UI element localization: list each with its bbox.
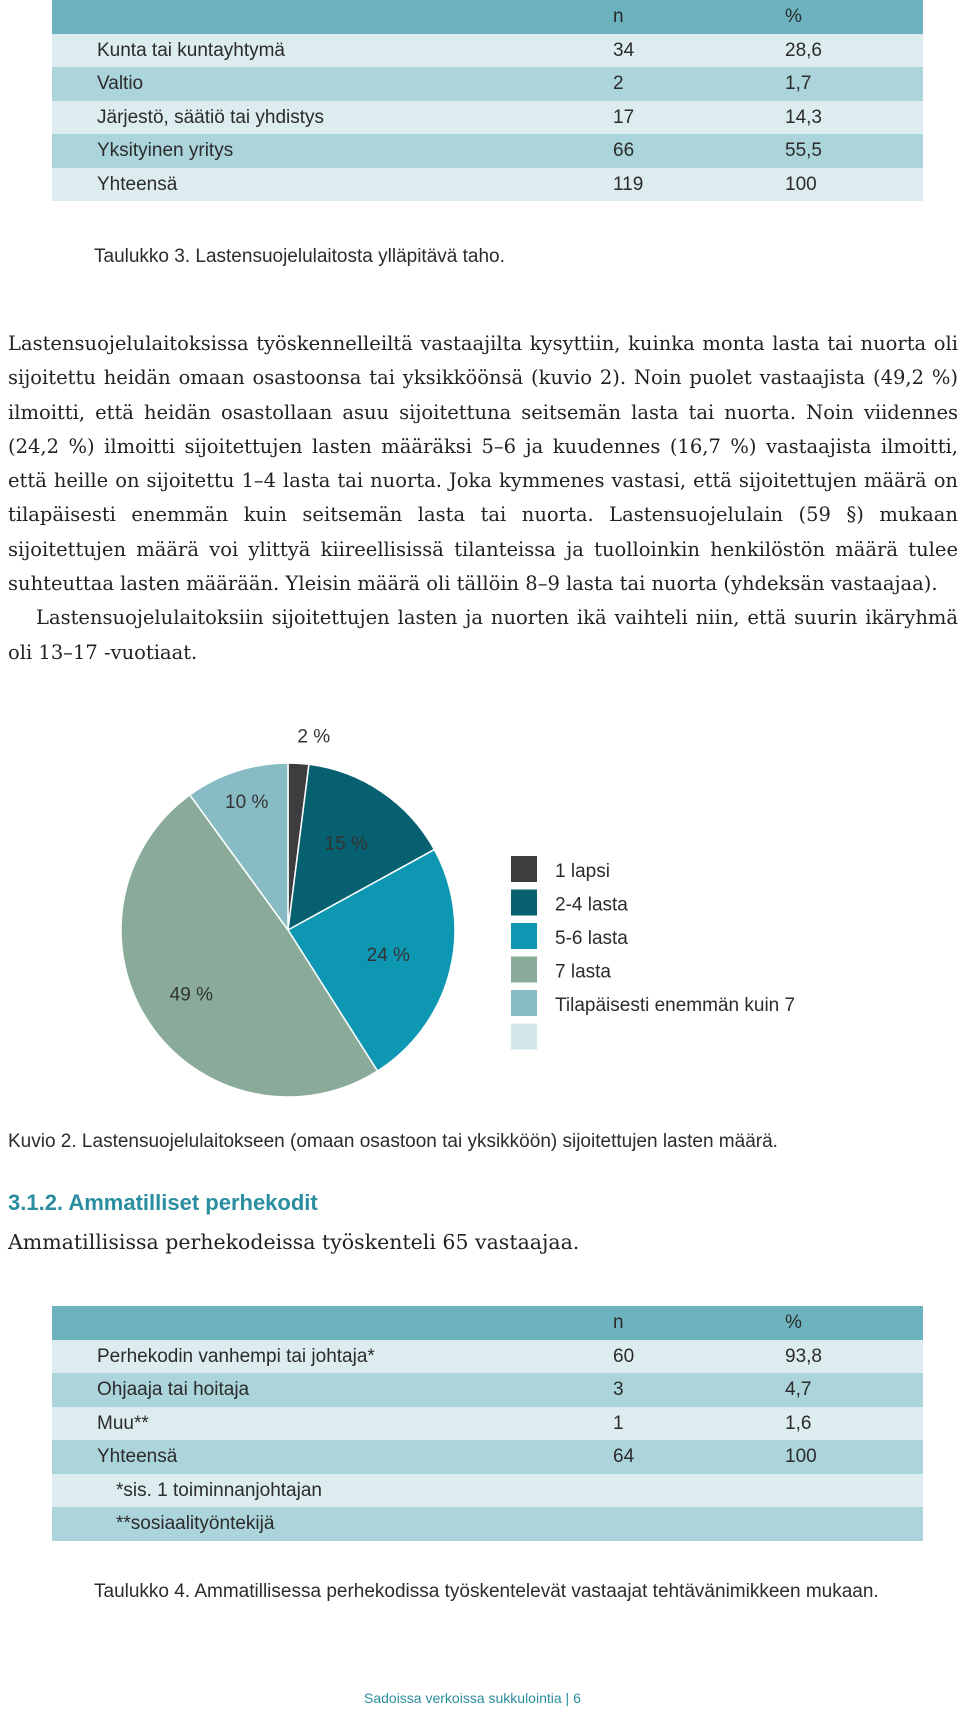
row-label: Kunta tai kuntayhtymä — [97, 39, 285, 61]
paragraph: Lastensuojelulaitoksiin sijoitettujen lasten ja nuorten ikä vaihteli niin, että suurin ikäryhmä oli 13–17 -vuotiaat. — [8, 606, 958, 664]
pie-data-label: 2 % — [297, 726, 331, 748]
pie-data-label: 49 % — [169, 984, 213, 1006]
table-row — [52, 1373, 923, 1407]
legend-label: 7 lasta — [555, 961, 611, 983]
table-note: **sosiaalityöntekijä — [116, 1513, 275, 1534]
legend-label: 1 lapsi — [555, 861, 610, 883]
section-intro: Ammatillisissa perhekodeissa työskenteli 65 vastaajaa. — [8, 1230, 580, 1254]
row-pct: 100 — [785, 173, 817, 195]
row-n: 1 — [613, 1412, 624, 1434]
row-pct: 14,3 — [785, 106, 822, 128]
legend-label: 2-4 lasta — [555, 894, 628, 916]
table-4 — [52, 1306, 923, 1541]
row-n: 66 — [613, 140, 635, 161]
page-footer: Sadoissa verkoissa sukkulointia | 6 — [364, 1690, 581, 1706]
legend-swatch — [511, 957, 537, 983]
section-title: Ammatilliset perhekodit — [68, 1190, 318, 1215]
legend-label: 5-6 lasta — [555, 928, 628, 950]
row-label: Yksityinen yritys — [97, 140, 234, 161]
header-n: n — [613, 6, 624, 27]
table-row — [52, 1440, 923, 1474]
header-pct: % — [785, 6, 802, 27]
chart-caption: Kuvio 2. Lastensuojelulaitokseen (omaan osastoon tai yksikköön) sijoitettujen lasten määrä. — [8, 1131, 778, 1152]
table-note-row — [52, 1507, 923, 1541]
table-row — [52, 1340, 923, 1374]
legend-label: Tilapäisesti enemmän kuin 7 — [555, 995, 796, 1017]
legend-swatch — [511, 990, 537, 1016]
legend-swatch — [511, 890, 537, 916]
row-n: 2 — [613, 73, 624, 94]
row-n: 119 — [613, 173, 644, 195]
pie-data-label: 15 % — [324, 833, 368, 855]
legend-swatch-empty — [511, 1024, 537, 1050]
pie-data-label: 24 % — [366, 944, 410, 966]
row-n: 17 — [613, 106, 635, 128]
row-pct: 93,8 — [785, 1345, 822, 1367]
section-number: 3.1.2. — [8, 1190, 64, 1215]
row-n: 3 — [613, 1379, 624, 1400]
table-3-caption: Taulukko 3. Lastensuojelulaitosta ylläpitävä taho. — [94, 246, 505, 267]
row-pct: 100 — [785, 1446, 817, 1467]
table-note-row — [52, 1474, 923, 1508]
row-label: Ohjaaja tai hoitaja — [97, 1379, 250, 1400]
table-header-row — [52, 1306, 923, 1340]
row-pct: 28,6 — [785, 39, 822, 61]
row-label: Järjestö, säätiö tai yhdistys — [97, 106, 325, 128]
row-n: 60 — [613, 1345, 635, 1367]
table-row — [52, 1407, 923, 1441]
row-label: Yhteensä — [97, 1446, 178, 1467]
legend-swatch — [511, 923, 537, 949]
header-pct: % — [785, 1312, 802, 1333]
table-4-caption: Taulukko 4. Ammatillisessa perhekodissa työskentelevät vastaajat tehtävänimikkeen mukaan. — [94, 1581, 879, 1602]
row-n: 34 — [613, 39, 635, 61]
row-label: Valtio — [97, 73, 144, 94]
legend-swatch — [511, 856, 537, 882]
row-label: Yhteensä — [97, 173, 178, 195]
pie-data-label: 10 % — [225, 791, 269, 813]
row-label: Muu** — [97, 1412, 149, 1434]
row-pct: 1,6 — [785, 1412, 812, 1434]
row-pct: 4,7 — [785, 1379, 812, 1400]
paragraph: Lastensuojelulaitoksissa työskennelleiltä vastaajilta kysyttiin, kuinka monta lasta tai nuorta oli sijoitettu heidän omaan osastoonsa tai yksikköönsä (kuvio 2). Noin puolet vastaajista (49,2 %) ilmoitti, että heidän osastollaan asuu sijoitettuna seitsemän lasta tai nuorta. Noin viidennes (24,2 %) ilmoitti sijoitettujen lasten määräksi 5–6 ja kuudennes (16,7 %) vastaajista ilmoitti, että heille on sijoitettu 1–4 lasta tai nuorta. Joka kymmenes vastasi, että sijoitettujen määrä on tilapäisesti enemmän kuin seitsemän lasta tai nuorta. Lastensuojelulain (59 §) mukaan sijoitettujen määrä voi ylittyä kiireellisissä tilanteissa ja tuolloinkin henkilöstön määrä tulee suhteuttaa lasten määrään. Yleisin määrä oli tällöin 8–9 lasta tai nuorta (yhdeksän vastaajaa). — [8, 332, 958, 596]
table-note: *sis. 1 toiminnanjohtajan — [116, 1479, 322, 1501]
row-pct: 1,7 — [785, 73, 812, 94]
header-n: n — [613, 1312, 624, 1333]
row-label: Perhekodin vanhempi tai johtaja* — [97, 1345, 375, 1367]
row-n: 64 — [613, 1446, 635, 1467]
row-pct: 55,5 — [785, 140, 822, 161]
section-heading — [8, 1190, 318, 1216]
